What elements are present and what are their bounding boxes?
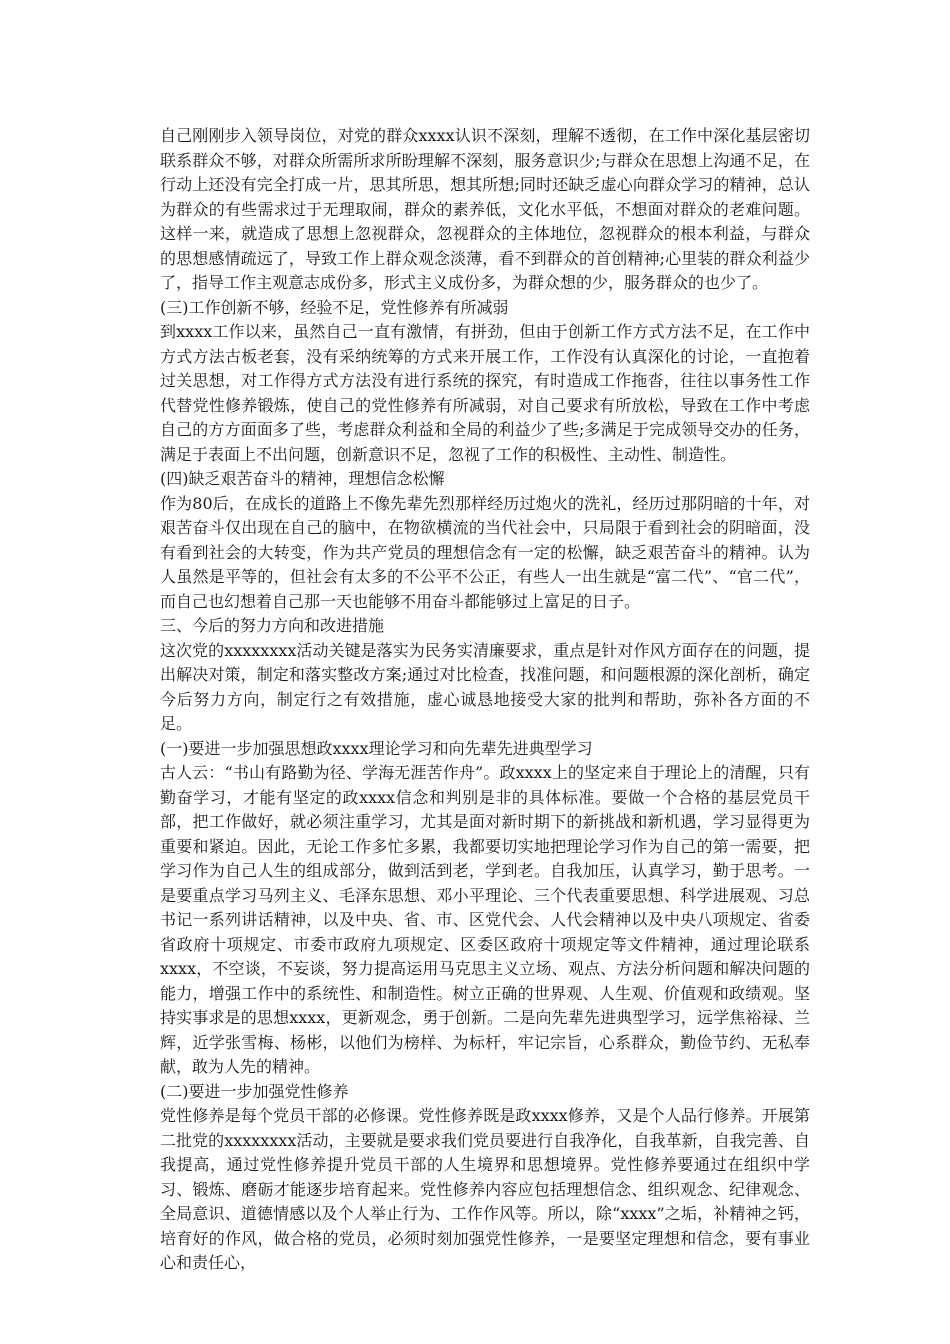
paragraph-body: 党性修养是每个党员干部的必修课。党性修养既是政xxxx修养，又是个人品行修养。开展第二批党的xxxxxxxx活动，主要就是要求我们党员要进行自我净化，自我革新，自我完善、自我提高，通过党性修养提升党员干部的人生境界和思想境界。党性修养要通过在组织中学习、锻炼、磨砺才能逐步培育起来。党性修养内容应包括理想信念、组织观念、纪律观念、全局意识、道德情感以及个人举止行为、工作作风等。所以，除“xxxx”之垢，补精神之钙，培育好的作风，做合格的党员，必须时刻加强党性修养，一是要坚定理想和信念，要有事业心和责任心， <box>160 1106 810 1272</box>
paragraph-body: 古人云：“书山有路勤为径、学海无涯苦作舟”。政xxxx上的坚定来自于理论上的清醒，只有勤奋学习，才能有坚定的政xxxx信念和判别是非的具体标准。要做一个合格的基层党员干部，把工作做好，就必须注重学习，尤其是面对新时期下的新挑战和新机遇，学习显得更为重要和紧迫。因此，无论工作多忙多累，我都要切实地把理论学习作为自己的第一需要，把学习作为自己人生的组成部分，做到活到老，学到老。自我加压，认真学习，勤于思考。一是要重点学习马列主义、毛泽东思想、邓小平理论、三个代表重要思想、科学进展观、习总书记一系列讲话精神，以及中央、省、市、区党代会、人代会精神以及中央八项规定、省委省政府十项规定、市委市政府九项规定、区委区政府十项规定等文件精神，通过理论联系xxxx，不空谈，不妄谈，努力提高运用马克思主义立场、观点、方法分析问题和解决问题的能力，增强工作中的系统性、和制造性。树立正确的世界观、人生观、价值观和政绩观。坚持实事求是的思想xxxx，更新观念，勇于创新。二是向先辈先进典型学习，远学焦裕禄、兰辉，近学张雪梅、杨彬，以他们为榜样、为标杆，牢记宗旨，心系群众，勤俭节约、无私奉献，敢为人先的精神。 <box>160 763 810 1076</box>
section-heading: 三、今后的努力方向和改进措施 <box>160 616 385 635</box>
document-body <box>160 124 810 1276</box>
section-heading: (二)要进一步加强党性修养 <box>160 1081 349 1101</box>
paragraph-body: 作为80后，在成长的道路上不像先辈先烈那样经历过炮火的洗礼，经历过那阴暗的十年，对艰苦奋斗仅出现在自己的脑中，在物欲横流的当代社会中，只局限于看到社会的阴暗面，没有看到社会的大转变，作为共产党员的理想信念有一定的松懈，缺乏艰苦奋斗的精神。认为人虽然是平等的，但社会有太多的不公平不公正，有些人一出生就是“富二代”、“官二代”，而自己也幻想着自己那一天也能够不用奋斗都能够过上富足的日子。 <box>160 493 810 611</box>
section-heading: (一)要进一步加强思想政xxxx理论学习和向先辈先进典型学习 <box>160 738 593 758</box>
paragraph-body: 到xxxx工作以来，虽然自己一直有激情，有拼劲，但由于创新工作方式方法不足，在工作中方式方法古板老套，没有采纳统筹的方式来开展工作，工作没有认真深化的讨论，一直抱着过关思想，对工作得方式方法没有进行系统的探究，有时造成工作拖沓，往往以事务性工作代替党性修养锻炼，使自己的党性修养有所减弱，对自己要求有所放松，导致在工作中考虑自己的方方面面多了些，考虑群众利益和全局的利益少了些;多满足于完成领导交办的任务，满足于表面上不出问题，创新意识不足，忽视了工作的积极性、主动性、制造性。 <box>160 322 810 464</box>
paragraph-body: 自己刚刚步入领导岗位，对党的群众xxxx认识不深刻，理解不透彻，在工作中深化基层密切联系群众不够，对群众所需所求所盼理解不深刻，服务意识少;与群众在思想上沟通不足，在行动上还没有完全打成一片，思其所思，想其所想;同时还缺乏虚心向群众学习的精神，总认为群众的有些需求过于无理取闹，群众的素养低，文化水平低，不想面对群众的老难问题。这样一来，就造成了思想上忽视群众，忽视群众的主体地位，忽视群众的根本利益，与群众的思想感情疏远了，导致工作上群众观念淡薄，看不到群众的首创精神;心里装的群众利益少了，指导工作主观意志成份多，形式主义成份多，为群众想的少，服务群众的也少了。 <box>160 126 810 292</box>
section-heading: (四)缺乏艰苦奋斗的精神，理想信念松懈 <box>160 469 445 488</box>
section-heading: (三)工作创新不够，经验不足，党性修养有所减弱 <box>160 297 509 317</box>
paragraph-body: 这次党的xxxxxxxx活动关键是落实为民务实清廉要求，重点是针对作风方面存在的问题，提出解决对策，制定和落实整改方案;通过对比检查，找准问题，和问题根源的深化剖析，确定今后努力方向，制定行之有效措施，虚心诚恳地接受大家的批判和帮助，弥补各方面的不足。 <box>160 640 810 733</box>
